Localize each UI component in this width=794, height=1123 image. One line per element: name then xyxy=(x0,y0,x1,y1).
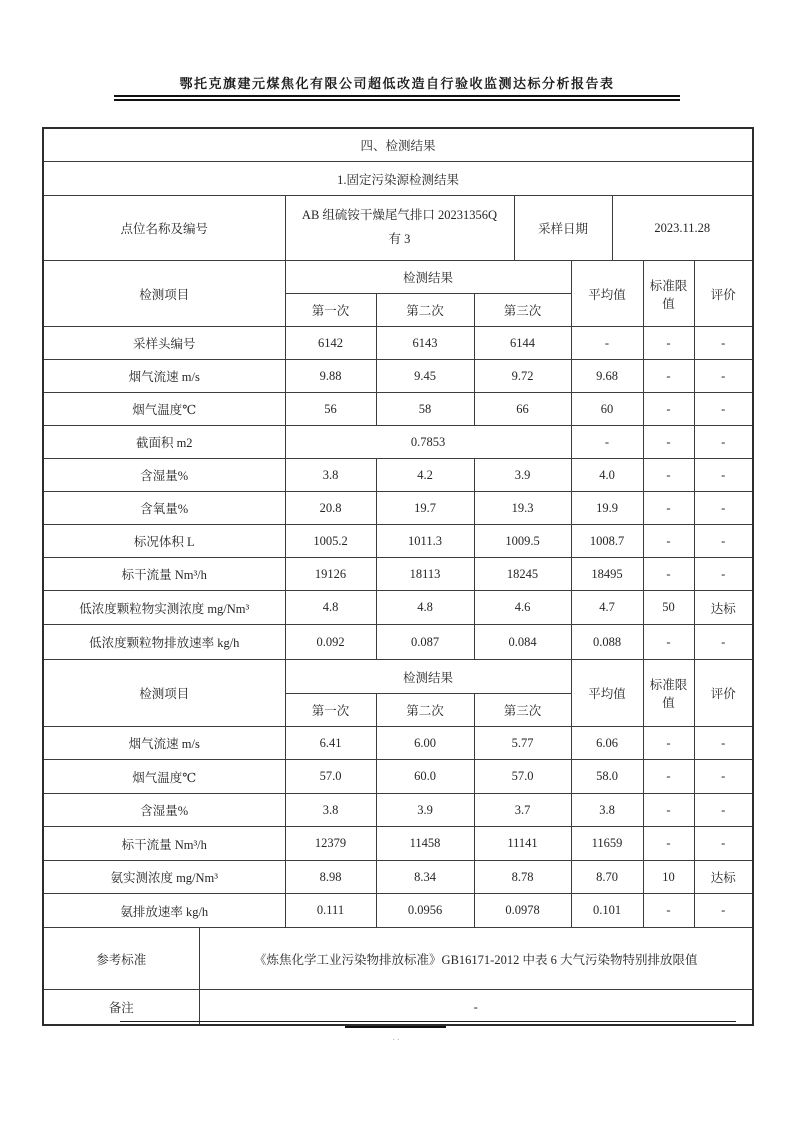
site-label-cell: 点位名称及编号 xyxy=(43,196,285,261)
cell-evaluation: - xyxy=(694,558,753,591)
table-row xyxy=(43,861,753,894)
document-header-title: 鄂托克旗建元煤焦化有限公司超低改造自行验收监测达标分析报告表 xyxy=(179,76,615,91)
cell-average: 0.101 xyxy=(571,894,643,928)
sample-date-value-cell: 2023.11.28 xyxy=(612,196,753,261)
header-run1-cell: 第一次 xyxy=(285,694,376,727)
table-row xyxy=(43,492,753,525)
cell-run3: 3.7 xyxy=(474,794,571,827)
cell-run1: 0.111 xyxy=(285,894,376,928)
table-row xyxy=(43,558,753,591)
header-double-rule xyxy=(114,95,680,101)
cell-run1: 6142 xyxy=(285,327,376,360)
header-evaluation-cell: 评价 xyxy=(694,261,753,327)
cell-run3: 6144 xyxy=(474,327,571,360)
site-value-cell xyxy=(285,196,514,261)
cell-limit: - xyxy=(643,327,694,360)
cell-limit: - xyxy=(643,827,694,861)
cell-average: 58.0 xyxy=(571,760,643,794)
footer-page-mark: .. xyxy=(392,1032,402,1043)
cell-run2: 11458 xyxy=(376,827,474,861)
cell-run2: 0.0956 xyxy=(376,894,474,928)
cell-run1: 57.0 xyxy=(285,760,376,794)
header-run3-cell: 第三次 xyxy=(474,294,571,327)
cell-label: 氨实测浓度 mg/Nm³ xyxy=(43,861,285,894)
cell-run2: 4.2 xyxy=(376,459,474,492)
cell-label: 标干流量 Nm³/h xyxy=(43,827,285,861)
cell-evaluation: - xyxy=(694,327,753,360)
cell-run2: 6.00 xyxy=(376,727,474,760)
cell-evaluation: - xyxy=(694,459,753,492)
header-limit-cell: 标准限值 xyxy=(643,660,694,727)
cell-limit: - xyxy=(643,459,694,492)
table-row xyxy=(43,625,753,660)
cell-limit: - xyxy=(643,525,694,558)
subsection-title: 1.固定污染源检测结果 xyxy=(43,162,753,196)
cell-label: 低浓度颗粒物排放速率 kg/h xyxy=(43,625,285,660)
header-average-cell: 平均值 xyxy=(571,261,643,327)
cell-run3: 9.72 xyxy=(474,360,571,393)
table-row-merged xyxy=(43,426,753,459)
cell-run1: 1005.2 xyxy=(285,525,376,558)
cell-average: - xyxy=(571,426,643,459)
cell-limit: - xyxy=(643,794,694,827)
cell-evaluation: - xyxy=(694,760,753,794)
header-average-cell: 平均值 xyxy=(571,660,643,727)
monitoring-results-table xyxy=(42,127,754,1026)
cell-evaluation: - xyxy=(694,794,753,827)
cell-limit: - xyxy=(643,894,694,928)
cell-evaluation: - xyxy=(694,727,753,760)
cell-average: 4.0 xyxy=(571,459,643,492)
cell-limit: - xyxy=(643,360,694,393)
table-row xyxy=(43,894,753,928)
cell-label: 烟气流速 m/s xyxy=(43,727,285,760)
cell-average: 18495 xyxy=(571,558,643,591)
cell-run3: 3.9 xyxy=(474,459,571,492)
cell-limit: - xyxy=(643,492,694,525)
header-results-group-cell: 检测结果 xyxy=(285,660,571,694)
remark-value-cell: - xyxy=(199,990,753,1026)
cell-run1: 3.8 xyxy=(285,794,376,827)
cell-average: 3.8 xyxy=(571,794,643,827)
cell-run2: 0.087 xyxy=(376,625,474,660)
site-info-row xyxy=(43,196,753,261)
cell-label: 含湿量% xyxy=(43,459,285,492)
cell-limit: 10 xyxy=(643,861,694,894)
table-row xyxy=(43,525,753,558)
cell-run3: 0.084 xyxy=(474,625,571,660)
cell-evaluation: - xyxy=(694,426,753,459)
cell-limit: - xyxy=(643,625,694,660)
cell-label: 截面积 m2 xyxy=(43,426,285,459)
cell-label: 含氧量% xyxy=(43,492,285,525)
cell-run3: 4.6 xyxy=(474,591,571,625)
cell-average: 9.68 xyxy=(571,360,643,393)
cell-limit: - xyxy=(643,558,694,591)
header-results-group-cell: 检测结果 xyxy=(285,261,571,294)
remark-row xyxy=(43,990,753,1026)
cell-label: 采样头编号 xyxy=(43,327,285,360)
table-row xyxy=(43,727,753,760)
cell-evaluation: - xyxy=(694,360,753,393)
cell-run2: 6143 xyxy=(376,327,474,360)
remark-label-cell: 备注 xyxy=(43,990,199,1026)
cell-run1: 12379 xyxy=(285,827,376,861)
sample-date-label-cell: 采样日期 xyxy=(514,196,612,261)
cell-merged-value: 0.7853 xyxy=(285,426,571,459)
cell-average: 11659 xyxy=(571,827,643,861)
cell-average: 4.7 xyxy=(571,591,643,625)
cell-evaluation: - xyxy=(694,827,753,861)
cell-evaluation: - xyxy=(694,625,753,660)
cell-evaluation: - xyxy=(694,393,753,426)
cell-run1: 20.8 xyxy=(285,492,376,525)
cell-run2: 58 xyxy=(376,393,474,426)
header-limit-cell: 标准限值 xyxy=(643,261,694,327)
header-run3-cell: 第三次 xyxy=(474,694,571,727)
cell-limit: - xyxy=(643,727,694,760)
cell-run3: 5.77 xyxy=(474,727,571,760)
cell-run2: 9.45 xyxy=(376,360,474,393)
cell-run1: 9.88 xyxy=(285,360,376,393)
cell-run2: 8.34 xyxy=(376,861,474,894)
cell-evaluation: - xyxy=(694,525,753,558)
header-run2-cell: 第二次 xyxy=(376,294,474,327)
header-row-1 xyxy=(43,261,753,294)
cell-run3: 57.0 xyxy=(474,760,571,794)
cell-evaluation: 达标 xyxy=(694,861,753,894)
section-title: 四、检测结果 xyxy=(43,128,753,162)
table-row xyxy=(43,794,753,827)
cell-run2: 18113 xyxy=(376,558,474,591)
cell-evaluation: 达标 xyxy=(694,591,753,625)
cell-limit: 50 xyxy=(643,591,694,625)
cell-run2: 1011.3 xyxy=(376,525,474,558)
cell-run3: 0.0978 xyxy=(474,894,571,928)
cell-label: 氨排放速率 kg/h xyxy=(43,894,285,928)
table-row xyxy=(43,591,753,625)
cell-label: 烟气流速 m/s xyxy=(43,360,285,393)
cell-run1: 56 xyxy=(285,393,376,426)
cell-label: 低浓度颗粒物实测浓度 mg/Nm³ xyxy=(43,591,285,625)
cell-run3: 18245 xyxy=(474,558,571,591)
cell-run2: 19.7 xyxy=(376,492,474,525)
cell-run3: 11141 xyxy=(474,827,571,861)
cell-run1: 0.092 xyxy=(285,625,376,660)
table-row xyxy=(43,360,753,393)
table-row xyxy=(43,327,753,360)
section-title-row xyxy=(43,128,753,162)
cell-label: 含湿量% xyxy=(43,794,285,827)
footer-rule-short xyxy=(345,1026,446,1028)
header-run2-cell: 第二次 xyxy=(376,694,474,727)
header-row-1 xyxy=(43,660,753,694)
cell-run3: 66 xyxy=(474,393,571,426)
table-row xyxy=(43,760,753,794)
header-item-cell: 检测项目 xyxy=(43,660,285,727)
reference-label-cell: 参考标准 xyxy=(43,928,199,990)
cell-average: 8.70 xyxy=(571,861,643,894)
footer-rule xyxy=(120,1021,736,1022)
header-item-cell: 检测项目 xyxy=(43,261,285,327)
cell-run1: 8.98 xyxy=(285,861,376,894)
cell-label: 烟气温度℃ xyxy=(43,760,285,794)
cell-average: 60 xyxy=(571,393,643,426)
cell-average: 0.088 xyxy=(571,625,643,660)
cell-run1: 19126 xyxy=(285,558,376,591)
cell-run3: 19.3 xyxy=(474,492,571,525)
table-row xyxy=(43,827,753,861)
cell-run1: 3.8 xyxy=(285,459,376,492)
cell-label: 烟气温度℃ xyxy=(43,393,285,426)
cell-evaluation: - xyxy=(694,894,753,928)
cell-average: 1008.7 xyxy=(571,525,643,558)
cell-run2: 4.8 xyxy=(376,591,474,625)
cell-label: 标干流量 Nm³/h xyxy=(43,558,285,591)
header-evaluation-cell: 评价 xyxy=(694,660,753,727)
cell-average: 6.06 xyxy=(571,727,643,760)
cell-run2: 3.9 xyxy=(376,794,474,827)
cell-label: 标况体积 L xyxy=(43,525,285,558)
cell-limit: - xyxy=(643,426,694,459)
cell-run3: 1009.5 xyxy=(474,525,571,558)
cell-average: - xyxy=(571,327,643,360)
cell-limit: - xyxy=(643,760,694,794)
cell-limit: - xyxy=(643,393,694,426)
reference-value-cell: 《炼焦化学工业污染物排放标准》GB16171-2012 中表 6 大气污染物特别排放限值 xyxy=(199,928,753,990)
reference-standard-row xyxy=(43,928,753,990)
header-run1-cell: 第一次 xyxy=(285,294,376,327)
cell-evaluation: - xyxy=(694,492,753,525)
subsection-title-row xyxy=(43,162,753,196)
cell-run1: 6.41 xyxy=(285,727,376,760)
table-row xyxy=(43,459,753,492)
cell-run1: 4.8 xyxy=(285,591,376,625)
cell-average: 19.9 xyxy=(571,492,643,525)
cell-run2: 60.0 xyxy=(376,760,474,794)
cell-run3: 8.78 xyxy=(474,861,571,894)
site-value-text: AB 组硫铵干燥尾气排口 20231356Q有 3 xyxy=(301,208,498,246)
table-row xyxy=(43,393,753,426)
